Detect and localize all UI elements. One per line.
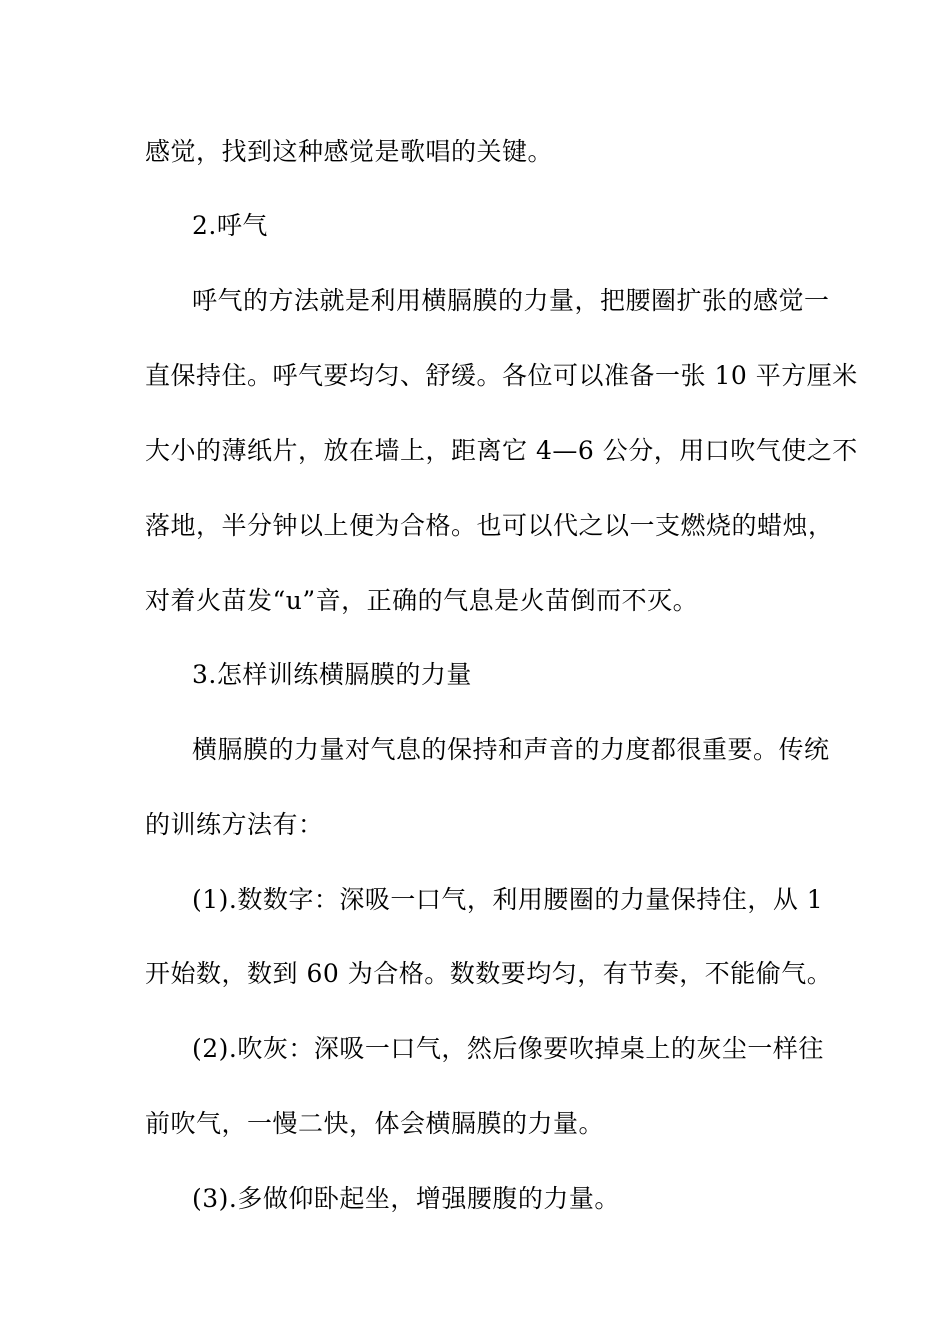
- section-heading-exhale: 2.呼气: [192, 211, 268, 240]
- paragraph-continuation-line: 感觉，找到这种感觉是歌唱的关键。: [145, 137, 554, 166]
- paragraph-line: 对着火苗发“u”音，正确的气息是火苗倒而不灭。: [145, 586, 699, 615]
- list-item-line: 开始数，数到 60 为合格。数数要均匀，有节奏，不能偷气。: [145, 959, 833, 988]
- list-item-line: (2).吹灰：深吸一口气，然后像要吹掉桌上的灰尘一样往: [192, 1034, 824, 1063]
- paragraph-line: 落地，半分钟以上便为合格。也可以代之以一支燃烧的蜡烛，: [145, 511, 834, 540]
- section-heading-diaphragm-training: 3.怎样训练横膈膜的力量: [192, 660, 472, 689]
- paragraph-line: 的训练方法有：: [145, 810, 324, 839]
- list-item-line: (3).多做仰卧起坐，增强腰腹的力量。: [192, 1184, 620, 1213]
- paragraph-line: 直保持住。呼气要均匀、舒缓。各位可以准备一张 10 平方厘米: [145, 361, 858, 390]
- list-item-line: (1).数数字：深吸一口气，利用腰圈的力量保持住，从 1: [192, 885, 824, 914]
- list-item-line: 前吹气，一慢二快，体会横膈膜的力量。: [145, 1109, 605, 1138]
- paragraph-line: 呼气的方法就是利用横膈膜的力量，把腰圈扩张的感觉一: [192, 286, 830, 315]
- paragraph-line: 大小的薄纸片，放在墙上，距离它 4—6 公分，用口吹气使之不: [145, 436, 858, 465]
- paragraph-line: 横膈膜的力量对气息的保持和声音的力度都很重要。传统: [192, 735, 830, 764]
